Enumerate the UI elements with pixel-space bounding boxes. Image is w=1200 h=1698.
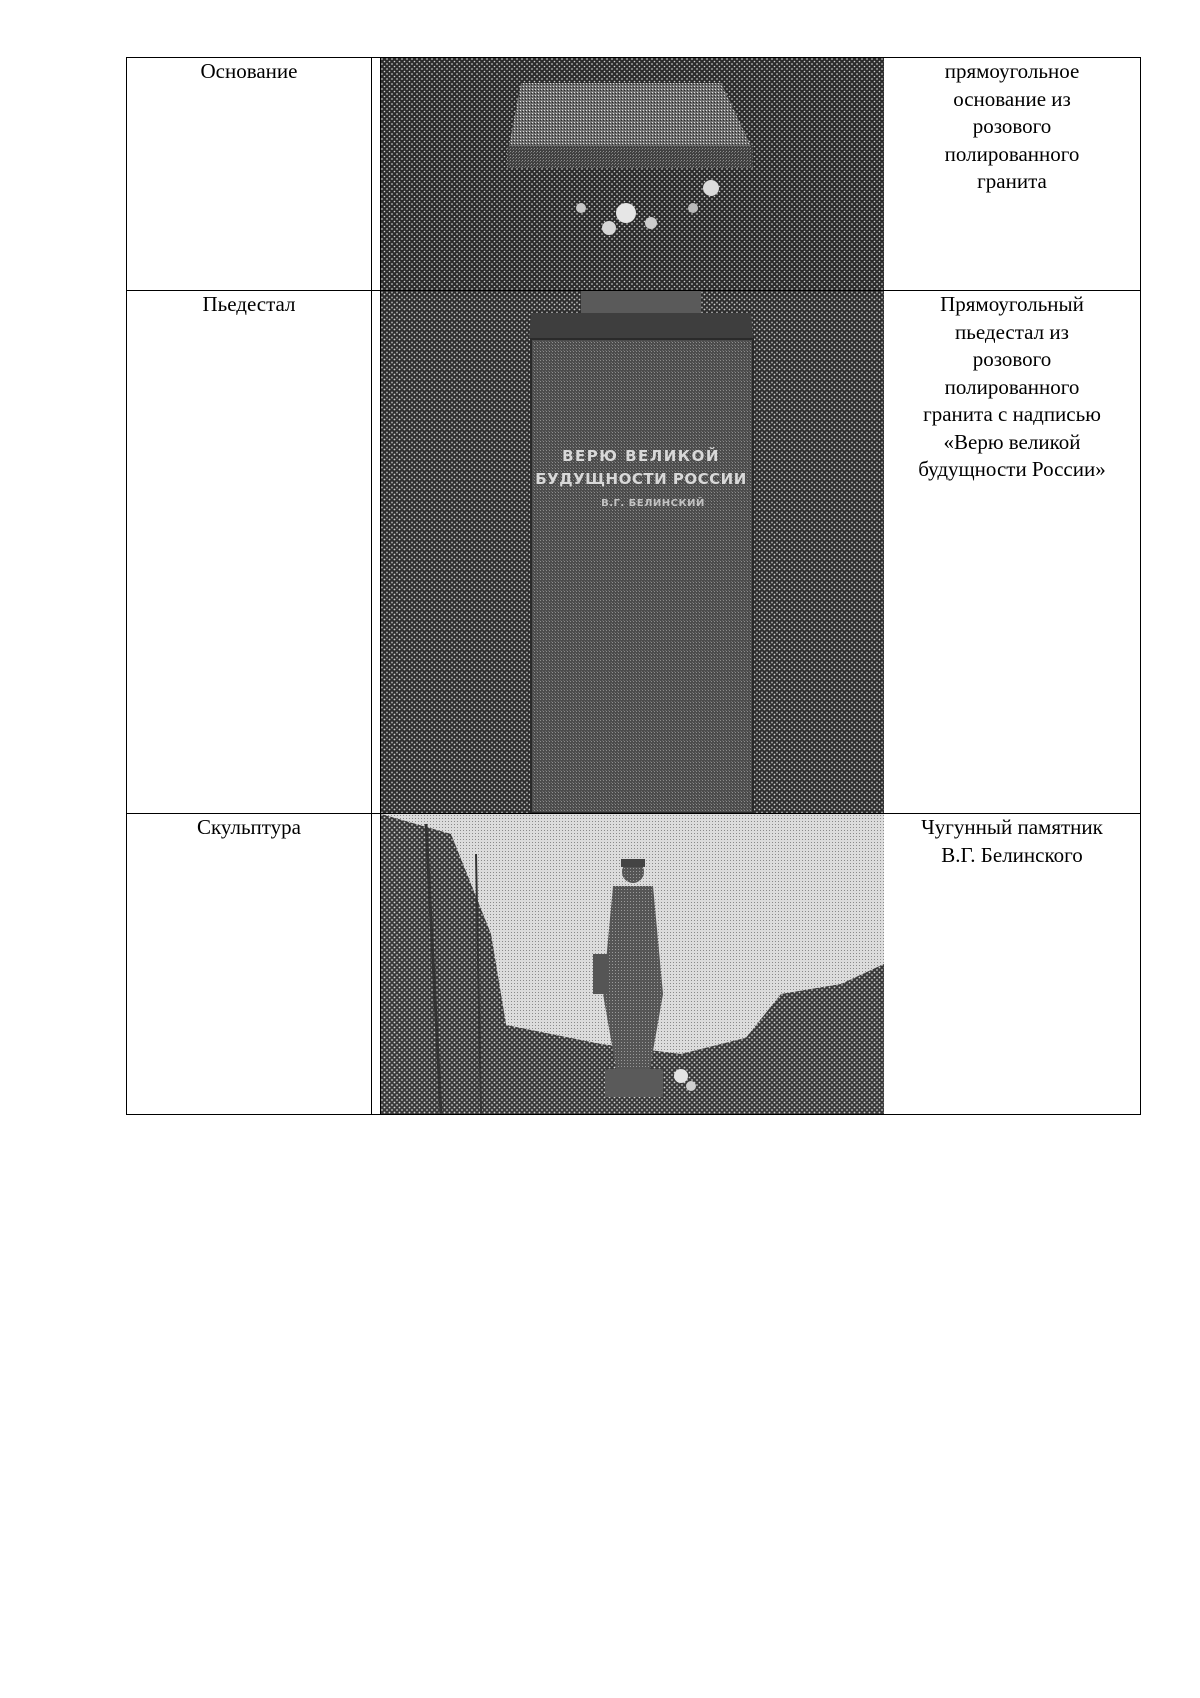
row-description: Прямоугольный пьедестал из розового полированного гранита с надписью «Верю великой будущности России» <box>918 292 1106 481</box>
base-photo <box>381 58 884 291</box>
table-row <box>127 814 1141 1115</box>
row-description: прямоугольное основание из розового полированного гранита <box>944 59 1080 193</box>
row-label: Основание <box>127 58 372 291</box>
row-label: Скульптура <box>127 814 372 1115</box>
sculpture-photo-image <box>381 814 884 1114</box>
pedestal-photo <box>381 291 884 814</box>
row-label: Пьедестал <box>127 291 372 814</box>
base-photo-image <box>381 58 884 290</box>
pedestal-photo-image <box>381 291 884 813</box>
row-description: Чугунный памятник В.Г. Белинского <box>921 815 1103 867</box>
pedestal-engraving-line-1: ВЕРЮ ВЕЛИКОЙ <box>562 447 720 465</box>
sculpture-photo <box>381 814 884 1115</box>
pedestal-engraving-line-3: В.Г. БЕЛИНСКИЙ <box>601 498 705 509</box>
table-row <box>127 291 1141 814</box>
pedestal-engraving-line-2: БУДУЩНОСТИ РОССИИ <box>535 470 747 488</box>
table-row <box>127 58 1141 291</box>
monument-parts-table <box>126 57 1141 1115</box>
